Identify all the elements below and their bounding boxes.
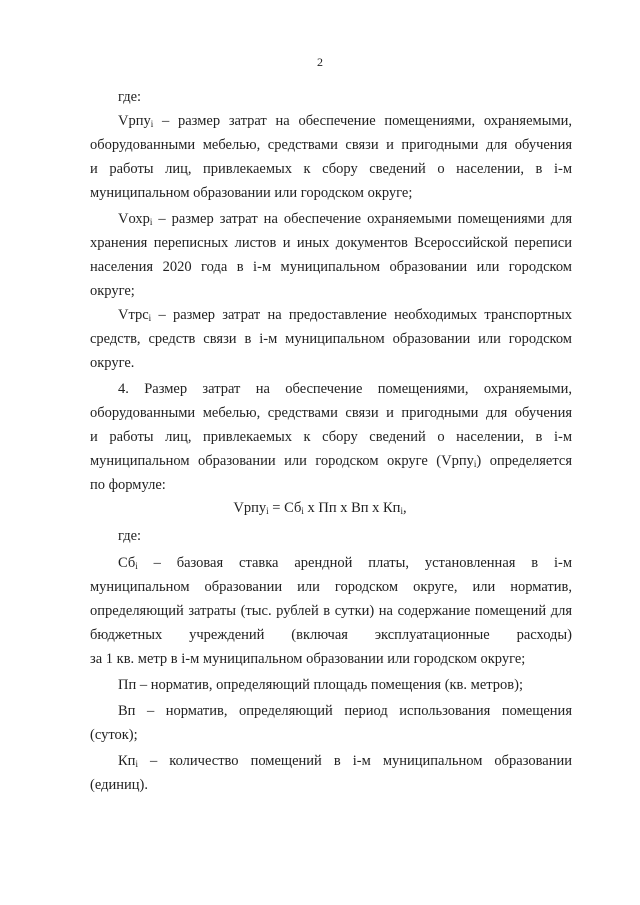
definition-kp-line-1: $Кп_i$ – количество помещений в i-м муниципальном образовании xyxy=(118,753,572,769)
section-4-line-4: муниципальном образовании или городском округе (Vрпу$_i$) определяется xyxy=(90,453,572,469)
definition-vohr-line-3: населения 2020 года в i-м муниципальном образовании или городском xyxy=(90,259,572,275)
section-4-line-2: оборудованными мебелью, средствами связи и пригодными для обучения xyxy=(90,405,572,421)
section-4-line-3: и работы лиц, привлекаемых к сбору сведений о населении, в i-м xyxy=(90,429,572,445)
definition-vohr-line-1: Vохр$_i$ – размер затрат на обеспечение охраняемыми помещениями для xyxy=(118,211,572,227)
definition-vrpu-line-2: оборудованными мебелью, средствами связи и пригодными для обучения xyxy=(90,137,572,153)
page-number: 2 xyxy=(317,55,323,69)
definition-vrpu-line-4: муниципальном образовании или городском округе; xyxy=(90,185,413,201)
definition-vtrs-line-1: Vтрс$_i$ – размер затрат на предоставление необходимых транспортных xyxy=(118,307,572,323)
definition-kp-line-2: (единиц). xyxy=(90,777,148,793)
where-label: где: xyxy=(118,89,142,105)
section-4-line-1: 4. Размер затрат на обеспечение помещениями, охраняемыми, xyxy=(118,381,572,397)
definition-vtrs-line-2: средств, средств связи в i-м муниципальном образовании или городском xyxy=(90,331,572,347)
definition-sb-line-1: $Сб_i$ – базовая ставка арендной платы, установленная в i-м xyxy=(118,555,572,571)
section-4-line-5: по формуле: xyxy=(90,477,166,493)
definition-vp-line-2: (суток); xyxy=(90,727,138,743)
definition-vrpu-line-1: Vрпу$_i$ – размер затрат на обеспечение помещениями, охраняемыми, xyxy=(118,113,572,129)
definition-sb-line-5: за 1 кв. метр в i-м муниципальном образовании или городском округе; xyxy=(90,651,526,667)
definition-vtrs-line-3: округе. xyxy=(90,355,135,371)
definition-vohr-line-4: округе; xyxy=(90,283,135,299)
definition-vp-line-1: Вп – норматив, определяющий период использования помещения xyxy=(118,703,572,719)
definition-sb-line-2: муниципальном образовании или городском округе, или норматив, xyxy=(90,579,572,595)
definition-vrpu-line-3: и работы лиц, привлекаемых к сбору сведений о населении, в i-м xyxy=(90,161,572,177)
where-label-2: где: xyxy=(118,528,142,544)
cost-formula: Vрпу$_i$ = $Сб_i$ х Пп х Вп х $Кп_i$, xyxy=(233,500,407,516)
definition-pp: Пп – норматив, определяющий площадь помещения (кв. метров); xyxy=(118,677,523,693)
definition-sb-line-4: бюджетных учреждений (включая эксплуатационные расходы) xyxy=(90,627,572,643)
definition-vohr-line-2: хранения переписных листов и иных документов Всероссийской переписи xyxy=(90,235,572,251)
definition-sb-line-3: определяющий затраты (тыс. рублей в сутки) на содержание помещений для xyxy=(90,603,572,619)
